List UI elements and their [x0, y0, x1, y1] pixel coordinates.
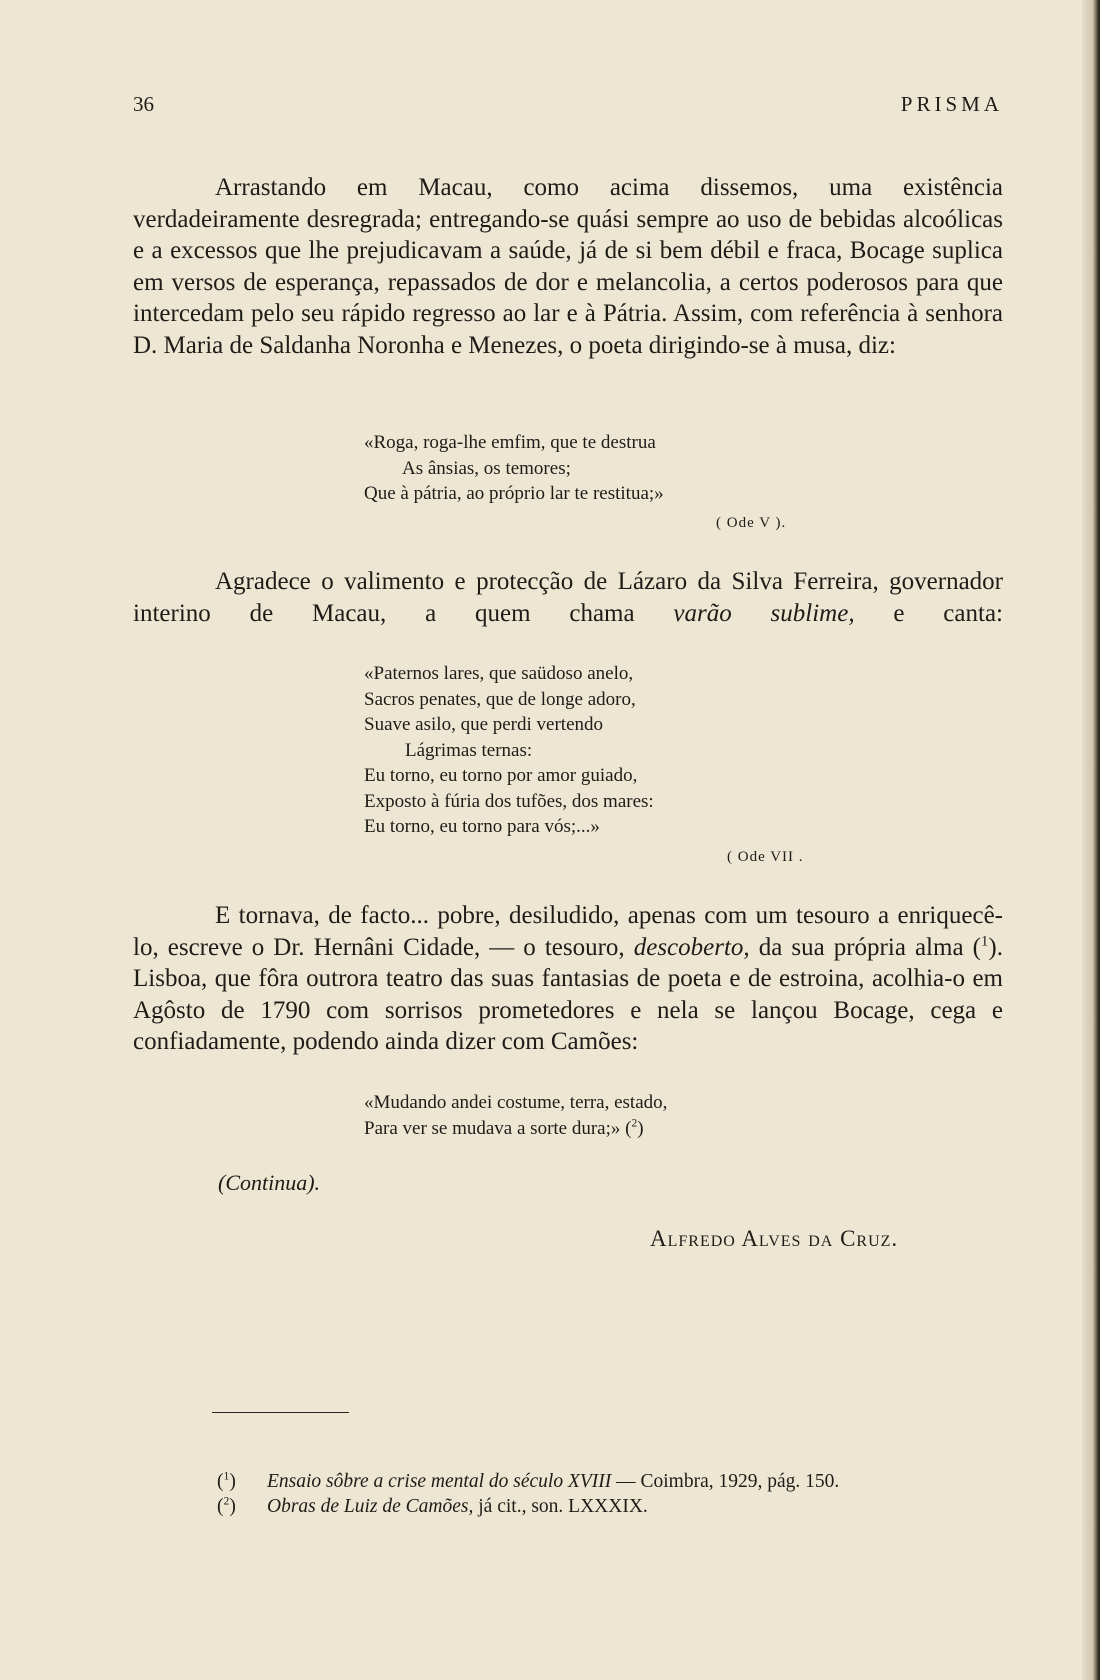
verse-line: Lágrimas ternas:: [405, 739, 533, 761]
continua-note: (Continua).: [218, 1170, 321, 1195]
page-header: [133, 92, 1003, 122]
verse-line: Exposto à fúria dos tufões, dos mares:: [364, 790, 654, 812]
paragraph-3: [133, 900, 1003, 1058]
paragraph-3-emphasis: descoberto,: [633, 933, 750, 961]
paragraph-2-emphasis: varão sublime,: [673, 599, 855, 627]
verse-ode-v: [364, 430, 664, 507]
verse-line: «Roga, roga-lhe emfim, que te destrua: [364, 432, 656, 453]
footnote-text: já cit., son. LXXXIX.: [473, 1496, 648, 1517]
verse-note-close: ): [637, 1117, 644, 1139]
verse-line: Que à pátria, ao próprio lar te restitua;»: [364, 483, 664, 504]
verse-ode-vii: [364, 661, 654, 840]
footnote-ref-1[interactable]: 1: [980, 933, 989, 950]
paragraph-3-text-3: ). Lisboa, que fôra outrora teatro das suas fantasias de poeta e de estroina, acolhia-o em Agôsto de 1790 com sorrisos prometedores e nela se lançou Bocage, cega e confiadamente, podendo ainda dizer com Camões:: [133, 933, 1003, 1055]
paragraph-3-text: E tornava, de facto... pobre, desiludido, apenas com um tesouro a enriquecê-lo, escreve o Dr. Hernâni Cidade, — o tesouro,: [133, 902, 1003, 961]
paragraph-2-text: Agradece o valimento e protecção de Lázaro da Silva Ferreira, governador interino de Macau, a quem chama: [133, 568, 1003, 627]
footnote-1: [217, 1471, 839, 1493]
footnote-2: [217, 1496, 648, 1518]
footnote-mark: ($^2$): [217, 1494, 236, 1517]
paragraph-2: [133, 566, 1003, 629]
footnote-divider: [212, 1412, 349, 1413]
verse-line: Eu torno, eu torno para vós;...»: [364, 816, 600, 837]
paragraph-1: Arrastando em Macau, como acima dissemos, uma existência verdadeiramente desregrada; entregando-se quási sempre ao uso de bebidas alcoólicas e a excessos que lhe prejudicavam a saúde, já de si bem débil e fraca, Bocage suplica em versos de esperança, repassados de dor e melancolia, a certos poderosos para que intercedam pelo seu rápido regresso ao lar e à Pátria. Assim, com referência à senhora D. Maria de Saldanha Noronha e Menezes, o poeta dirigindo-se à musa, diz:: [133, 174, 1003, 359]
verse-line-with-note: [364, 1116, 667, 1142]
footnote-title: Obras de Luiz de Camões,: [267, 1496, 474, 1517]
verse-line: Suave asilo, que perdi vertendo: [364, 714, 604, 735]
verse-camoes: [364, 1090, 667, 1141]
footnote-ref-2[interactable]: 2: [631, 1117, 638, 1130]
verse-line: Sacros penates, que de longe adoro,: [364, 688, 636, 710]
verse-line: «Paternos lares, que saüdoso anelo,: [364, 663, 634, 684]
verse-line: Eu torno, eu torno por amor guiado,: [364, 765, 638, 786]
page-number: 36: [133, 92, 154, 116]
verse-line: As ânsias, os temores;: [402, 457, 571, 479]
paragraph-3-text-2: da sua própria alma (: [749, 933, 981, 961]
citation-ode-vii: ( Ode VII .: [727, 849, 804, 865]
footnote-text: — Coimbra, 1929, pág. 150.: [611, 1471, 840, 1492]
verse-line: Para ver se mudava a sorte dura;» (: [364, 1117, 632, 1139]
footnote-mark: ($^1$): [217, 1469, 236, 1492]
journal-title: PRISMA: [900, 92, 1003, 116]
citation-ode-v: ( Ode V ).: [716, 515, 787, 531]
footnote-title: Ensaio sôbre a crise mental do século XVIII: [267, 1471, 612, 1492]
verse-line: «Mudando andei costume, terra, estado,: [364, 1092, 668, 1113]
page-edge: [1082, 0, 1100, 1680]
author-signature: Alfredo Alves da Cruz.: [650, 1226, 899, 1251]
paragraph-2-end: e canta:: [854, 599, 1003, 627]
